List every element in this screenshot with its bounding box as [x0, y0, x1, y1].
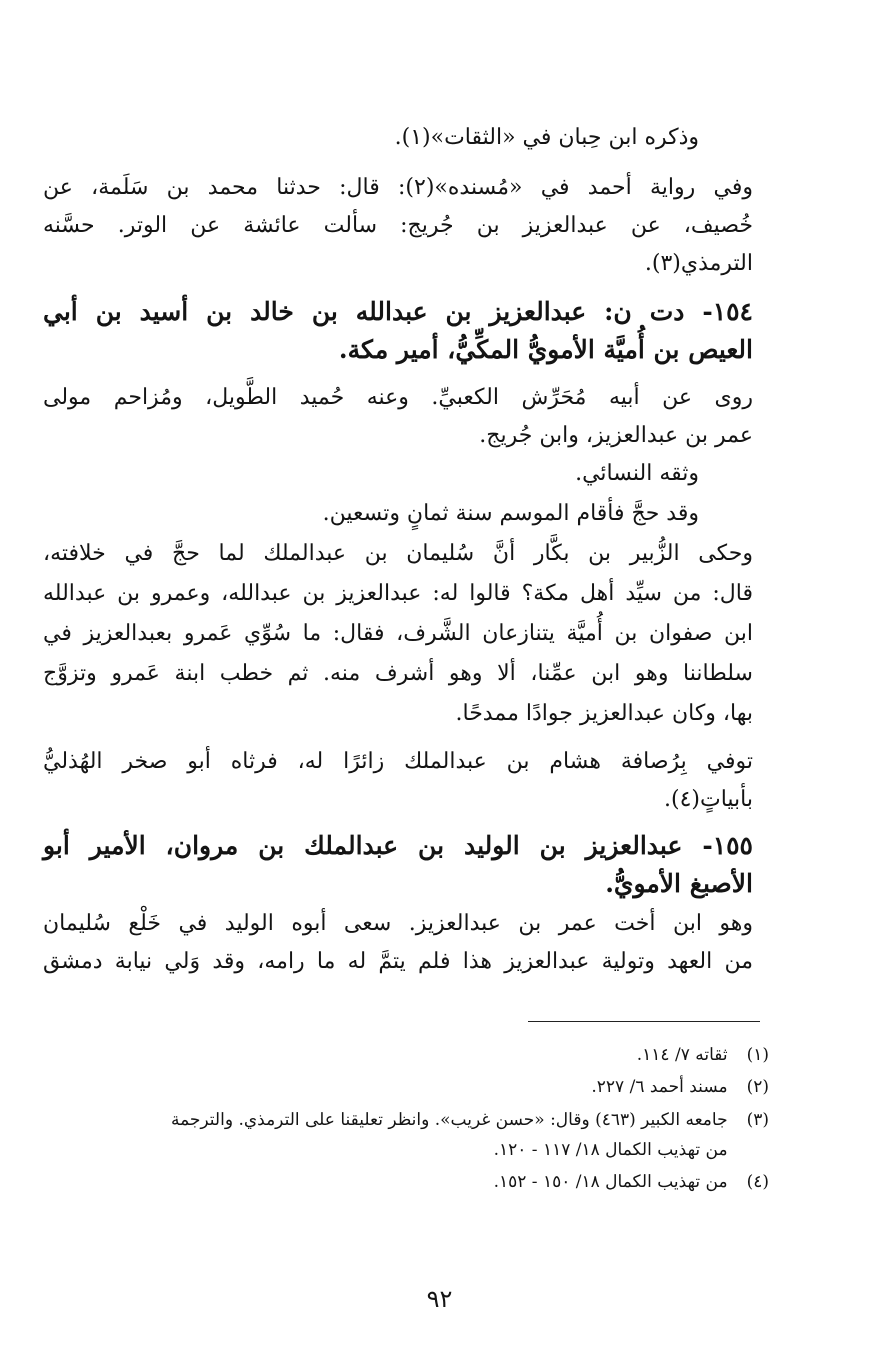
footnote	[494, 1135, 769, 1165]
entry-heading-154: ١٥٤- دت ن: عبدالعزيز بن عبدالله بن خالد بن أسيد بن أبي	[43, 297, 753, 326]
entry-heading-155: ١٥٥- عبدالعزيز بن الوليد بن عبدالملك بن مروان، الأمير أبو	[43, 831, 753, 860]
footnote-number: (٣)	[746, 1110, 769, 1130]
body-line: بأبياتٍ(٤).	[664, 787, 753, 812]
body-line: ابن صفوان بن أُميَّة يتنازعان الشَّرف، فقال: ما سُوِّي عَمرو بعبدالعزيز في	[43, 621, 753, 646]
body-line: من العهد وتولية عبدالعزيز هذا فلم يتمَّ له ما رامه، وقد وَلي نيابة دمشق	[43, 949, 753, 974]
body-line: سلطاننا وهو ابن عمِّنا، ألا وهو أشرف منه. ثم خطب ابنة عَمرو وتزوَّج	[43, 661, 753, 686]
body-line: قال: من سيِّد أهل مكة؟ قالوا له: عبدالعزيز بن عبدالله، وعمرو بن عبدالله	[43, 581, 753, 606]
body-line: خُصيف، عن عبدالعزيز بن جُريج: سألت عائشة عن الوتر. حسَّنه	[43, 213, 753, 238]
footnote-text: من تهذيب الكمال ١٨/ ١١٧ - ١٢٠.	[493, 1140, 728, 1160]
footnote-number: (٢)	[746, 1077, 769, 1097]
body-line: وذكره ابن حِبان في «الثقات»(١).	[394, 125, 699, 150]
footnote	[637, 1040, 769, 1070]
footnote-text: من تهذيب الكمال ١٨/ ١٥٠ - ١٥٢.	[493, 1172, 728, 1192]
footnote-number: (٤)	[746, 1172, 769, 1192]
body-line: عمر بن عبدالعزيز، وابن جُريج.	[479, 423, 753, 448]
body-line: بها، وكان عبدالعزيز جوادًا ممدحًا.	[455, 701, 753, 726]
footnote-number: (١)	[746, 1045, 769, 1065]
body-line: وهو ابن أخت عمر بن عبدالعزيز. سعى أبوه الوليد في خَلْع سُليمان	[43, 911, 753, 936]
body-line: روى عن أبيه مُحَرِّش الكعبيِّ. وعنه حُميد الطَّويل، ومُزاحم مولى	[43, 385, 753, 410]
footnote-text: ثقاته ٧/ ١١٤.	[636, 1045, 728, 1065]
body-line: الترمذي(٣).	[644, 251, 753, 276]
entry-heading-154-cont: العيص بن أُميَّة الأمويُّ المكِّيُّ، أمير مكة.	[338, 335, 753, 364]
footnote-text: مسند أحمد ٦/ ٢٢٧.	[591, 1077, 728, 1097]
body-line: وقد حجَّ فأقام الموسم سنة ثمانٍ وتسعين.	[322, 501, 699, 526]
entry-heading-155-cont: الأصبغ الأمويُّ.	[605, 869, 753, 898]
footnote	[591, 1072, 769, 1102]
body-line: وفي رواية أحمد في «مُسنده»(٢): قال: حدثنا محمد بن سَلَمة، عن	[43, 175, 754, 200]
footnote	[171, 1105, 769, 1135]
body-line: وثقه النسائي.	[575, 461, 699, 486]
body-line: توفي بِرُصافة هشام بن عبدالملك زائرًا له، فرثاه أبو صخر الهُذليُّ	[43, 749, 753, 774]
footnote	[494, 1167, 769, 1197]
footnote-text: جامعه الكبير (٤٦٣) وقال: «حسن غريب». وانظر تعليقنا على الترمذي. والترجمة	[170, 1110, 728, 1130]
footnote-divider	[528, 1021, 760, 1022]
page-number: ٩٢	[426, 1285, 453, 1313]
body-line: وحكى الزُّبير بن بكَّار أنَّ سُليمان بن عبدالملك لما حجَّ في خلافته،	[43, 541, 753, 566]
